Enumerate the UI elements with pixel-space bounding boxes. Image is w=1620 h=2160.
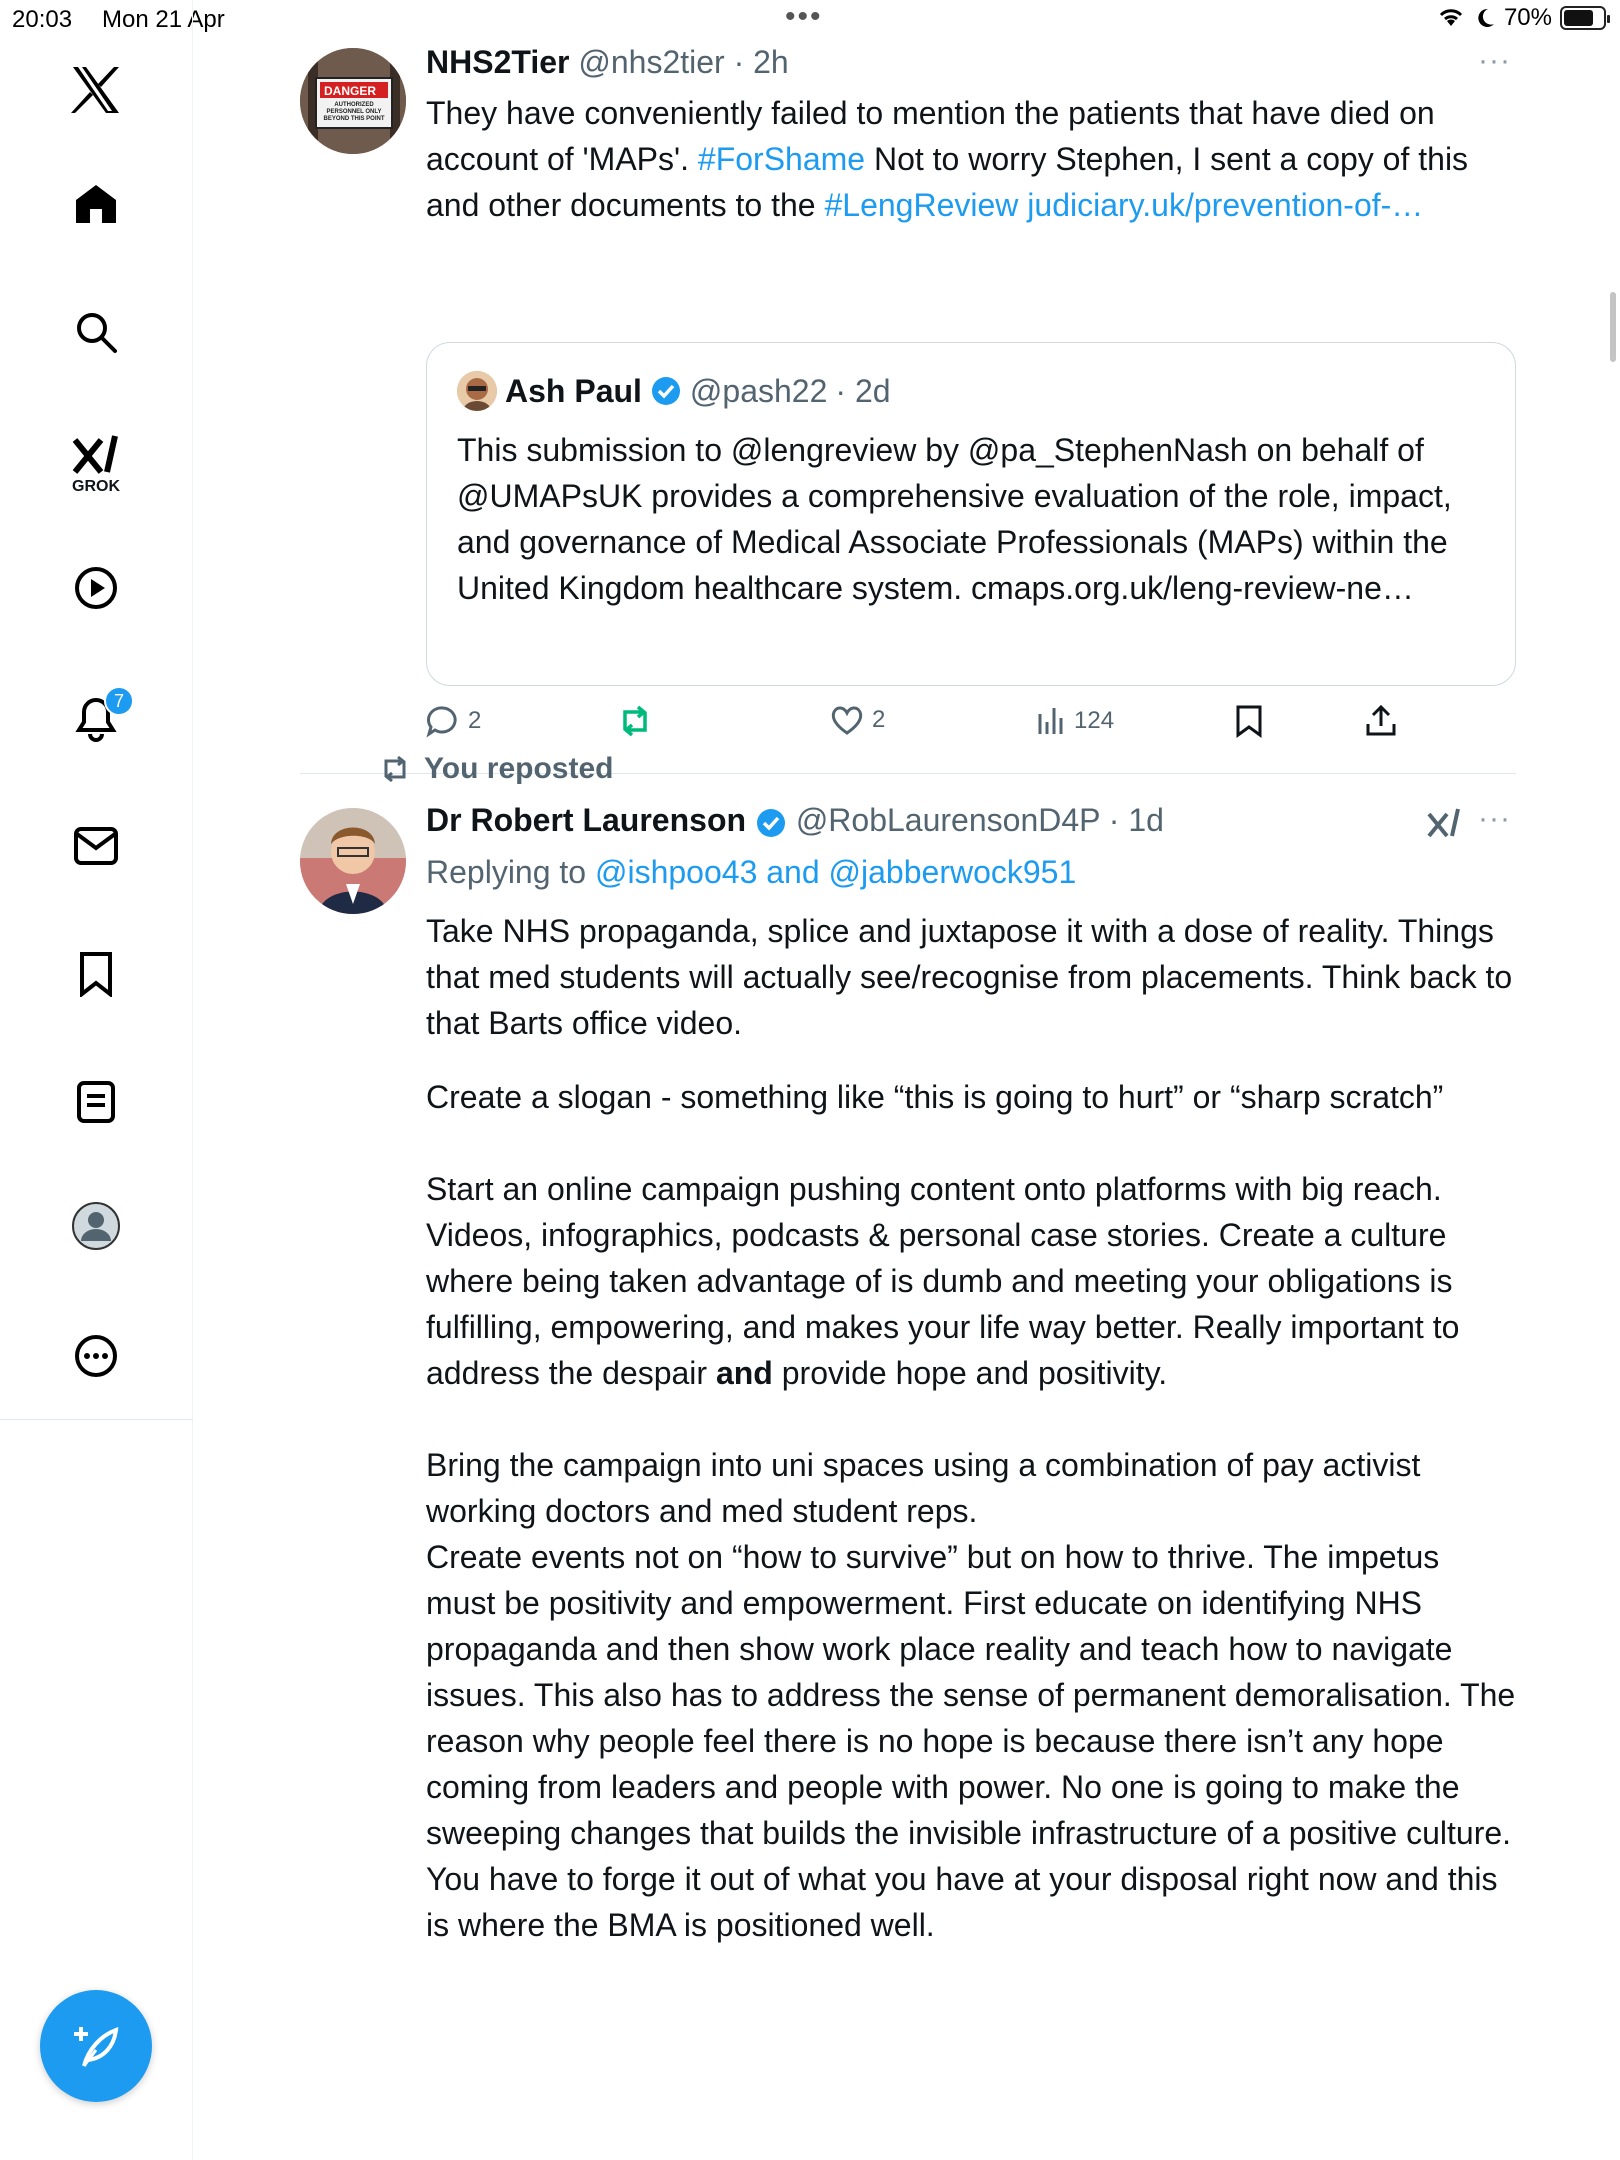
tweet-paragraph <box>426 1166 1516 1396</box>
tweet-header <box>426 44 789 81</box>
tweet-paragraph: Bring the campaign into uni spaces using a combination of pay activist working doctors and med student reps. <box>426 1447 1421 1529</box>
status-time: 20:03 <box>12 6 73 33</box>
author-handle[interactable]: @RobLaurensonD4P <box>795 802 1100 838</box>
verified-badge-icon <box>650 375 682 407</box>
share-button[interactable] <box>1364 704 1398 738</box>
reply-button[interactable] <box>426 704 481 738</box>
tweet-text <box>426 90 1516 228</box>
heart-icon <box>830 704 864 736</box>
bookmarks-icon[interactable] <box>66 944 126 1004</box>
sidebar-divider <box>0 1419 193 1420</box>
replying-to <box>426 854 1076 891</box>
tweet-text <box>426 908 1516 1948</box>
tweet-actions <box>426 704 1436 748</box>
author-name[interactable]: NHS2Tier <box>426 44 570 80</box>
video-icon[interactable] <box>66 558 126 618</box>
home-icon[interactable] <box>66 174 126 234</box>
tweet-text-part: They have conveniently failed to mention the patients that have died on account of 'MAPs'. <box>426 95 1435 177</box>
view-count: 124 <box>1074 707 1115 734</box>
repost-icon <box>378 754 412 784</box>
repost-indicator <box>378 752 613 786</box>
avatar[interactable] <box>300 808 406 914</box>
avatar[interactable] <box>300 48 406 154</box>
views-button[interactable] <box>1036 704 1114 738</box>
avatar-sign-subtext: AUTHORIZED PERSONNEL ONLY BEYOND THIS POINT <box>323 102 385 122</box>
notification-badge: 7 <box>104 686 134 716</box>
replying-prefix: Replying to <box>426 854 595 890</box>
x-logo-icon[interactable] <box>66 60 126 120</box>
quoted-avatar[interactable] <box>457 371 497 411</box>
moon-icon <box>1474 6 1496 30</box>
post-time[interactable]: · 2h <box>733 44 789 80</box>
tweet-paragraph: Create events not on “how to survive” but on how to thrive. The impetus must be positivity and empowerment. First educate on identifying NHS propaganda and then show work place reality and teach how to navigate issues. This also has to address the sense of permanent demoralisation. The reason why people feel there is no hope is because there isn’t any hope coming from leaders and people with power. No one is going to make the sweeping changes that builds the invisible infrastructure of a positive culture. You have to forge it out of what you have at your disposal right now and this is where the BMA is positioned well. <box>426 1539 1516 1943</box>
status-date: Mon 21 Apr <box>102 6 225 33</box>
more-options-icon[interactable]: ··· <box>1478 802 1511 835</box>
grok-explain-icon[interactable] <box>1426 806 1462 840</box>
lists-icon[interactable] <box>66 1072 126 1132</box>
like-button[interactable] <box>830 704 885 736</box>
search-icon[interactable] <box>66 302 126 362</box>
author-handle[interactable]: @nhs2tier <box>578 44 725 80</box>
more-options-icon[interactable] <box>66 1326 126 1386</box>
quoted-tweet[interactable] <box>426 342 1516 686</box>
bookmark-icon <box>1234 704 1264 738</box>
status-right <box>1436 4 1606 32</box>
hashtag-link[interactable]: #ForShame <box>697 141 866 177</box>
tweet-text-part: Not to worry Stephen, I sent a copy of this and other documents to the <box>426 141 1469 223</box>
battery-percent: 70% <box>1503 4 1552 31</box>
tweet-paragraph: Create a slogan - something like “this is going to hurt” or “sharp scratch” <box>426 1079 1444 1115</box>
reply-icon <box>426 704 460 738</box>
quoted-post-time: · 2d <box>835 372 891 409</box>
share-icon <box>1364 704 1398 738</box>
quoted-author-name[interactable]: Ash Paul <box>505 372 642 409</box>
author-name[interactable]: Dr Robert Laurenson <box>426 802 747 838</box>
quoted-tweet-header <box>457 371 891 411</box>
notifications-icon[interactable] <box>66 688 126 748</box>
quoted-tweet-text: This submission to @lengreview by @pa_StephenNash on behalf of @UMAPsUK provides a comprehensive evaluation of the role, impact, and governance of Medical Associate Professionals (MAPs) within the United Kingdom healthcare system. cmaps.org.uk/leng-review-ne… <box>457 432 1452 606</box>
repost-icon <box>616 704 654 738</box>
tweet-header <box>426 802 1164 839</box>
url-link[interactable]: judiciary.uk/prevention-of-… <box>1018 187 1424 223</box>
tweet-bold-text: and <box>715 1355 773 1391</box>
like-count: 2 <box>872 706 886 733</box>
verified-badge-icon <box>755 807 787 839</box>
hashtag-link[interactable]: #LengReview <box>824 187 1019 223</box>
replying-to-users[interactable]: @ishpoo43 and @jabberwock951 <box>594 854 1077 890</box>
multitasking-dots[interactable]: ••• <box>785 0 823 33</box>
battery-icon <box>1560 6 1606 30</box>
messages-icon[interactable] <box>66 816 126 876</box>
grok-label: GROK <box>72 478 120 495</box>
profile-icon[interactable] <box>66 1196 126 1256</box>
bookmark-button[interactable] <box>1234 704 1264 738</box>
tweet-text-part: provide hope and positivity. <box>772 1355 1168 1391</box>
grok-icon[interactable] <box>66 424 126 484</box>
tweet-paragraph: Take NHS propaganda, splice and juxtapose it with a dose of reality. Things that med students will actually see/recognise from placements. Think back to that Barts office video. <box>426 913 1513 1041</box>
compose-post-button[interactable] <box>40 1990 152 2102</box>
reply-count: 2 <box>468 707 482 734</box>
post-time[interactable]: · 1d <box>1108 802 1164 838</box>
wifi-icon <box>1436 6 1466 30</box>
more-options-icon[interactable]: ··· <box>1478 44 1511 77</box>
status-bar <box>0 0 1620 40</box>
quoted-author-handle[interactable]: @pash22 <box>689 372 828 409</box>
views-icon <box>1036 704 1066 738</box>
tweet-text-part: Start an online campaign pushing content onto platforms with big reach. Videos, infographics, podcasts & personal case stories. Create a culture where being taken advantage of is dumb and meeting your obligations is fulfilling, empowering, and makes your life way better. Really important to address the despair <box>426 1171 1460 1391</box>
avatar-sign-text: DANGER <box>324 84 377 98</box>
repost-button[interactable] <box>616 704 654 738</box>
scroll-indicator[interactable] <box>1610 292 1616 362</box>
sidebar <box>0 0 193 2160</box>
compose-feather-icon <box>66 2016 126 2076</box>
repost-label[interactable]: You reposted <box>424 752 614 785</box>
